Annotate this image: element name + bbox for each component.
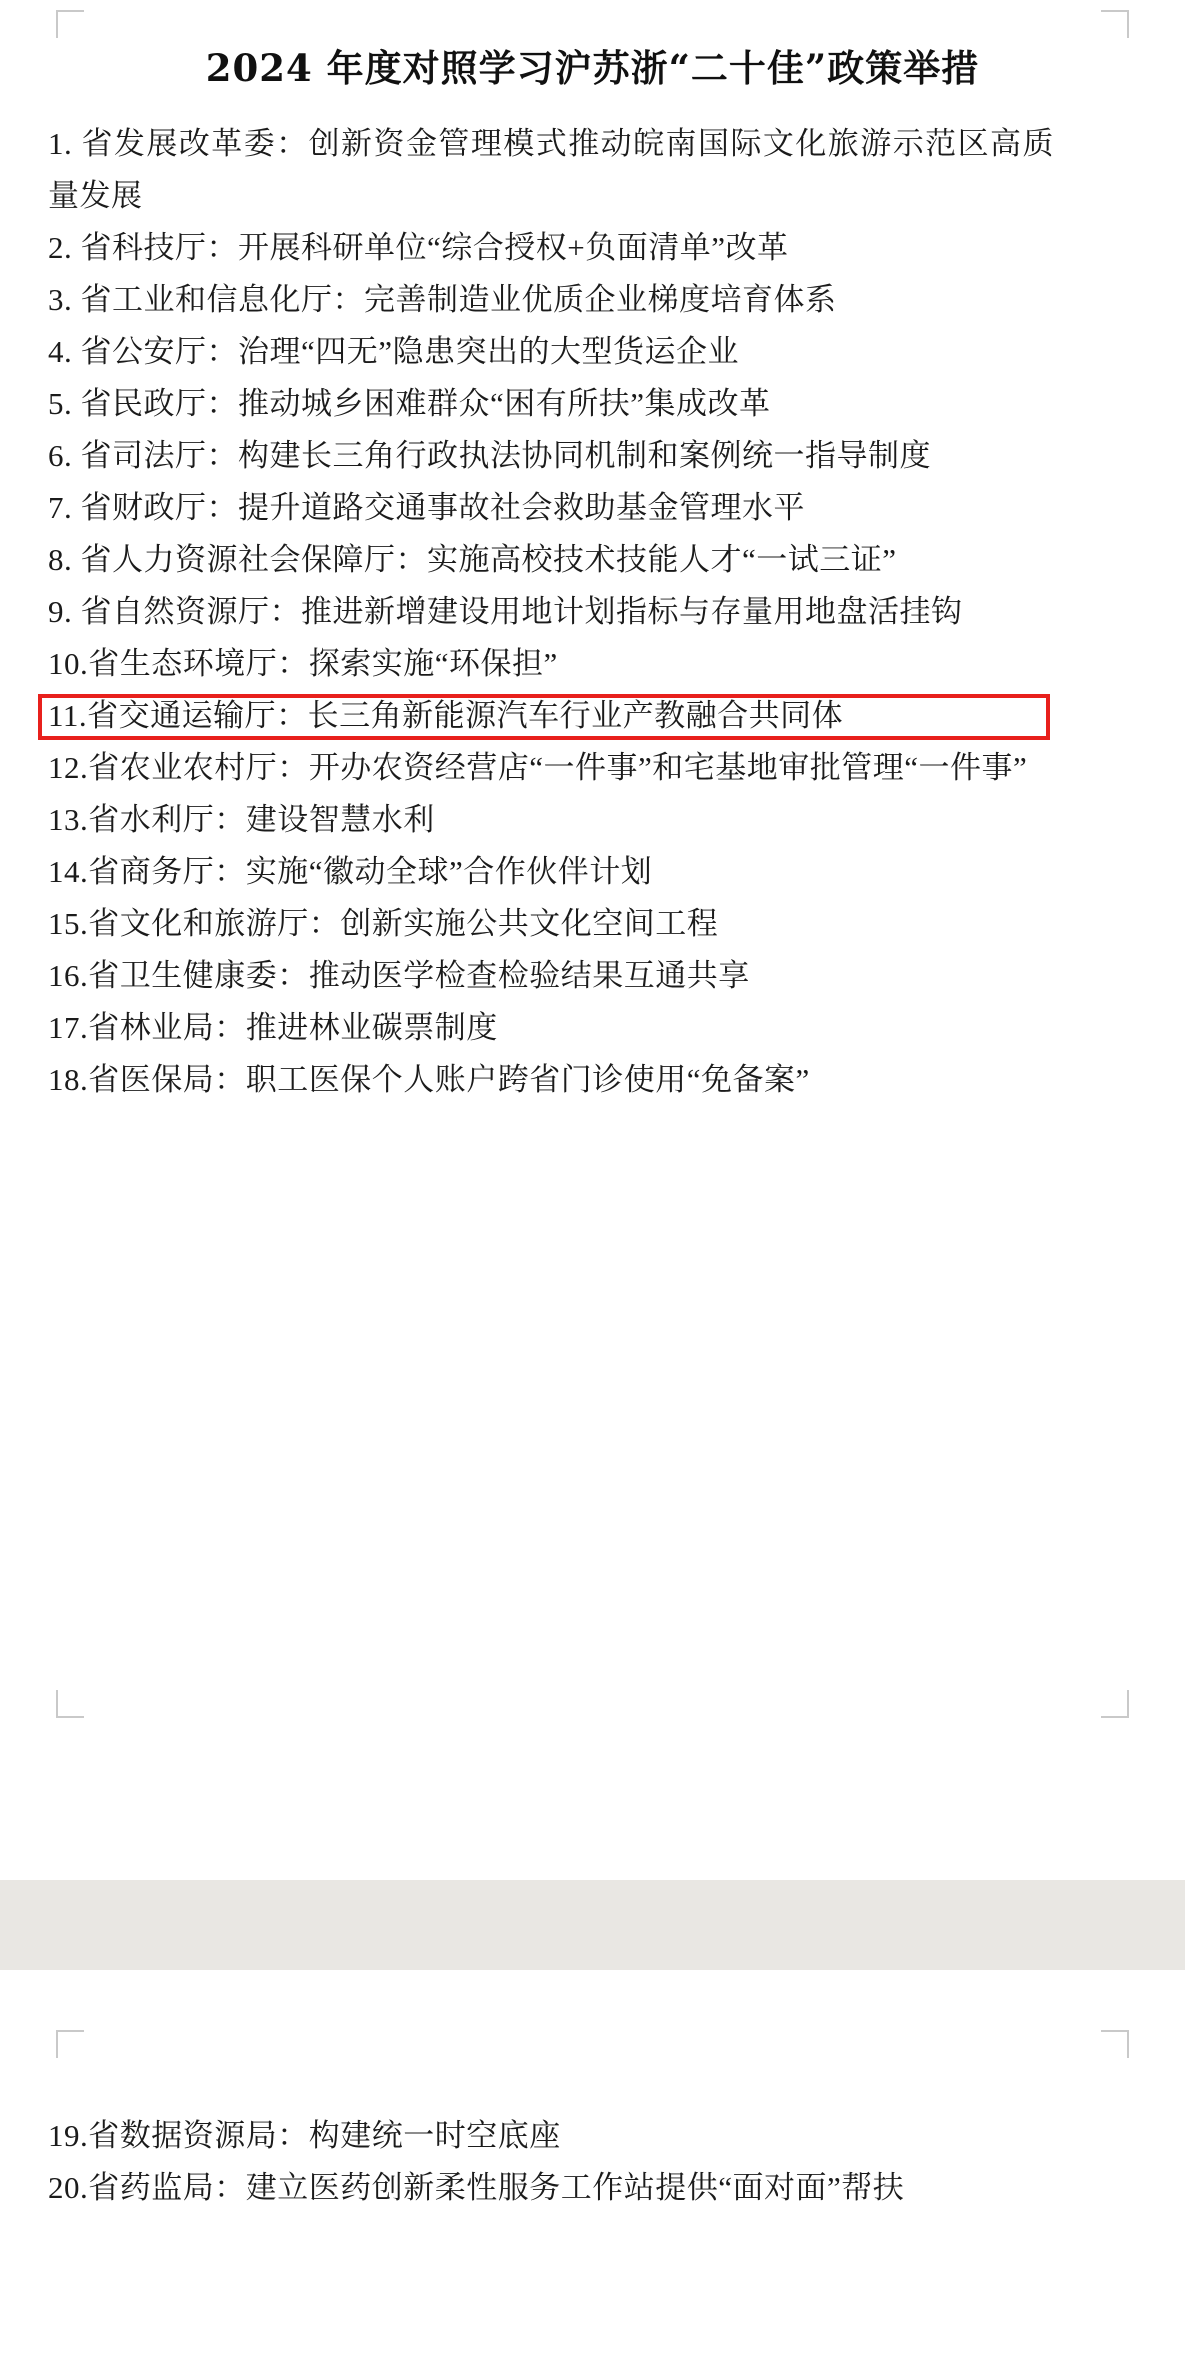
list-item: 16.省卫生健康委：推动医学检查检验结果互通共享 <box>48 958 750 993</box>
list-item: 7. 省财政厅：提升道路交通事故社会救助基金管理水平 <box>48 490 805 525</box>
policy-list-page-one <box>48 118 1054 1106</box>
crop-mark-bottom-right <box>1101 1690 1129 1718</box>
list-item: 5. 省民政厅：推动城乡困难群众“困有所扶”集成改革 <box>48 386 771 421</box>
crop-mark-top-left-page-two <box>56 2030 84 2058</box>
list-item-highlighted: 11.省交通运输厅：长三角新能源汽车行业产教融合共同体 <box>48 698 844 733</box>
crop-mark-top-right-page-two <box>1101 2030 1129 2058</box>
list-item: 4. 省公安厅：治理“四无”隐患突出的大型货运企业 <box>48 334 740 369</box>
list-item: 6. 省司法厅：构建长三角行政执法协同机制和案例统一指导制度 <box>48 438 931 473</box>
crop-mark-top-right <box>1101 10 1129 38</box>
list-item: 12.省农业农村厅：开办农资经营店“一件事”和宅基地审批管理“一件事” <box>48 750 1028 785</box>
list-item: 3. 省工业和信息化厅：完善制造业优质企业梯度培育体系 <box>48 282 837 317</box>
list-item: 17.省林业局：推进林业碳票制度 <box>48 1010 498 1045</box>
list-item: 20.省药监局：建立医药创新柔性服务工作站提供“面对面”帮扶 <box>48 2170 905 2205</box>
list-item: 13.省水利厅：建设智慧水利 <box>48 802 435 837</box>
list-item: 15.省文化和旅游厅：创新实施公共文化空间工程 <box>48 906 719 941</box>
crop-mark-bottom-left <box>56 1690 84 1718</box>
page-separator <box>0 1880 1185 1970</box>
list-item: 19.省数据资源局：构建统一时空底座 <box>48 2118 561 2153</box>
list-item: 2. 省科技厅：开展科研单位“综合授权+负面清单”改革 <box>48 230 789 265</box>
list-item: 18.省医保局：职工医保个人账户跨省门诊使用“免备案” <box>48 1062 810 1097</box>
policy-list-page-two <box>48 2110 1054 2214</box>
list-item: 8. 省人力资源社会保障厅：实施高校技术技能人才“一试三证” <box>48 542 897 577</box>
highlighted-list-item-wrapper <box>48 690 1054 742</box>
scanned-page-two <box>0 1970 1185 2354</box>
crop-mark-top-left <box>56 10 84 38</box>
list-item: 10.省生态环境厅：探索实施“环保担” <box>48 646 558 681</box>
page-title: 2024 年度对照学习沪苏浙“二十佳”政策举措 <box>205 46 980 90</box>
list-item: 1. 省发展改革委：创新资金管理模式推动皖南国际文化旅游示范区高质量发展 <box>48 126 1054 213</box>
list-item: 9. 省自然资源厅：推进新增建设用地计划指标与存量用地盘活挂钩 <box>48 594 963 629</box>
list-item: 14.省商务厅：实施“徽动全球”合作伙伴计划 <box>48 854 653 889</box>
